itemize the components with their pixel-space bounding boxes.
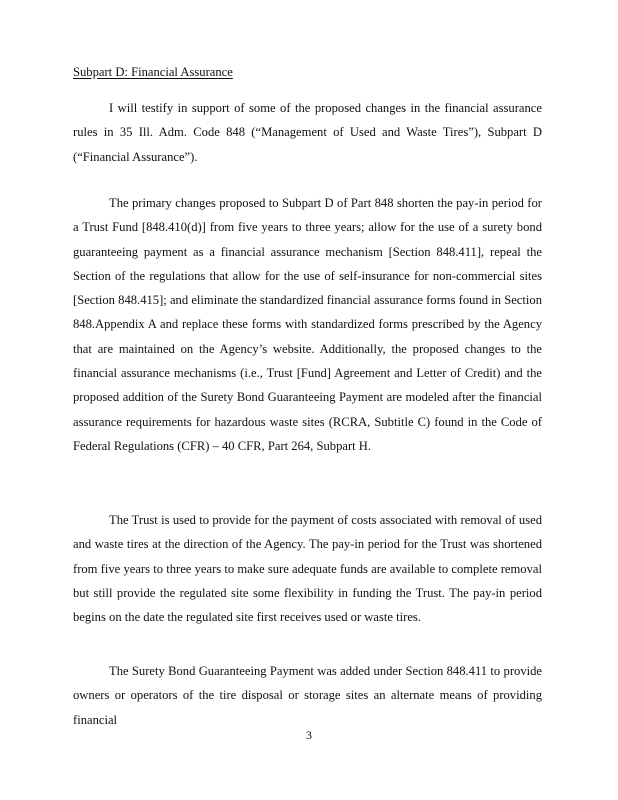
page-number: 3 (306, 728, 312, 742)
paragraph-testimony-intro: I will testify in support of some of the proposed changes in the financial assurance rules in 35 Ill. Adm. Code 848 (“Management of Used and Waste Tires”), Subpart D (“Financial Assurance”). (73, 101, 542, 164)
section-heading: Subpart D: Financial Assurance (73, 65, 233, 79)
paragraph-primary-changes: The primary changes proposed to Subpart D of Part 848 shorten the pay-in period for a Trust Fund [848.410(d)] from five years to three years; allow for the use of a surety bond guaranteeing payment as a financial assurance mechanism [Section 848.411], repeal the Section of the regulations that allow for the use of self-insurance for non-commercial sites [Section 848.415]; and eliminate the standardized financial assurance forms found in Section 848.Appendix A and replace these forms with standardized forms prescribed by the Agency that are maintained on the Agency’s website. Additionally, the proposed changes to the financial assurance mechanisms (i.e., Trust [Fund] Agreement and Letter of Credit) and the proposed addition of the Surety Bond Guaranteeing Payment are modeled after the financial assurance requirements for hazardous waste sites (RCRA, Subtitle C) found in the Code of Federal Regulations (CFR) – 40 CFR, Part 264, Subpart H. (73, 196, 542, 453)
paragraph-trust: The Trust is used to provide for the payment of costs associated with removal of used and waste tires at the direction of the Agency. The pay-in period for the Trust was shortened from five years to three years to make sure adequate funds are available to complete removal but still provide the regulated site some flexibility in funding the Trust. The pay-in period begins on the date the regulated site first receives used or waste tires. (73, 513, 542, 625)
paragraph-surety-bond: The Surety Bond Guaranteeing Payment was added under Section 848.411 to provide owners or operators of the tire disposal or storage sites an alternate means of providing financial (73, 664, 542, 727)
